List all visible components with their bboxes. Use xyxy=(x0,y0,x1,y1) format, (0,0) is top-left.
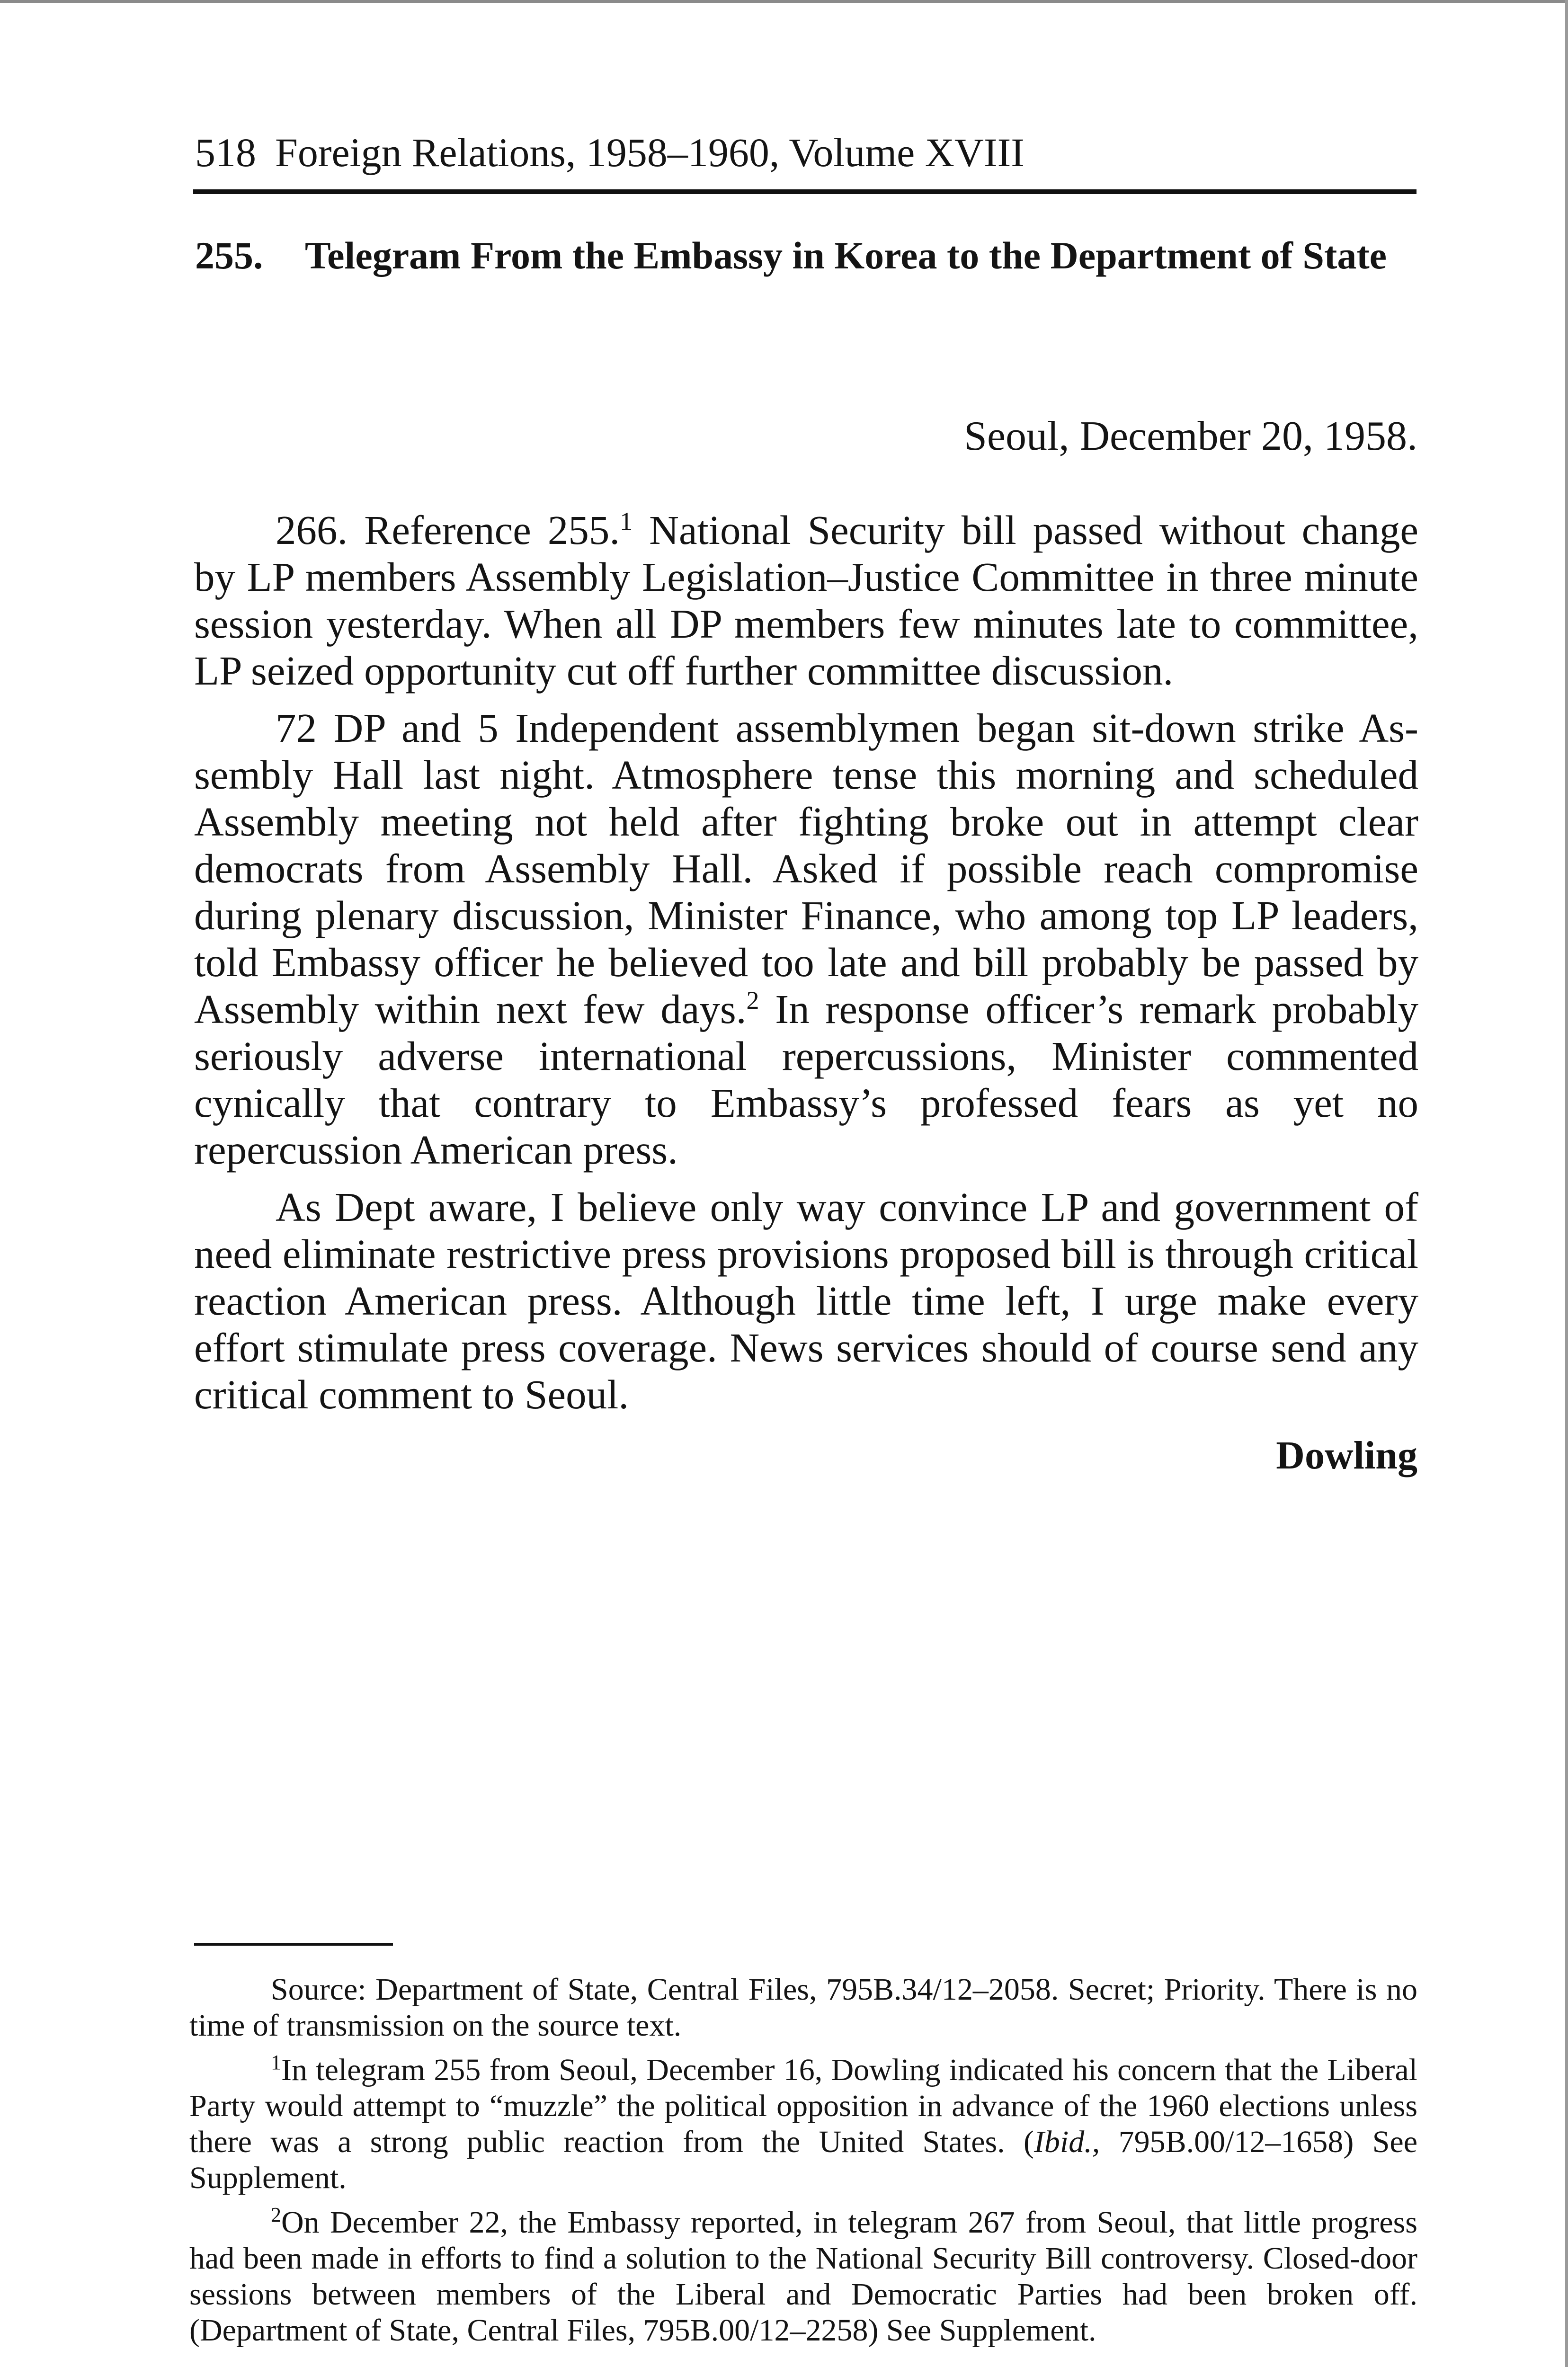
paragraph-3: As Dept aware, I believe only way convince LP and government of need eliminate restrictive press provisions proposed bill is through critical reaction American press. Although little time left, I urge make every effort stimulate press coverage. News services should of course send any critical comment to Seoul. xyxy=(194,1184,1418,1417)
scan-edge-right xyxy=(1565,0,1568,2367)
footnote-ref-2: 2 xyxy=(746,986,759,1014)
paragraph-1-rest: National Security bill passed without change by LP members Assembly Legislation–Justice Committee in three minute session yesterday. When all DP members few minutes late to committee, LP seized opportunity cut off further committee discussion. xyxy=(194,507,1418,694)
dateline: Seoul, December 20, 1958. xyxy=(964,413,1417,459)
paragraph-1 xyxy=(194,507,1418,694)
paragraph-1-lead: 266. Reference 255. xyxy=(276,507,620,553)
footnote-rule xyxy=(194,1943,393,1946)
footnote-1-text: In telegram 255 from Seoul, December 16, Dowling indicated his concern that the Liberal Party would attempt to “muzzle” the political opposition in advance of the 1960 elections unless there was a strong public reaction from the United States. ( xyxy=(189,2053,1417,2159)
document-heading xyxy=(195,232,1417,279)
signature: Dowling xyxy=(1276,1433,1417,1477)
header-rule xyxy=(193,189,1417,194)
footnotes xyxy=(189,1972,1417,2357)
footnote-ref-1: 1 xyxy=(620,507,633,535)
paragraph-2 xyxy=(194,704,1418,1173)
footnote-1-marker: 1 xyxy=(271,2051,281,2074)
footnote-2-text: On December 22, the Embassy reported, in telegram 267 from Seoul, that little progress had been made in efforts to find a solution to the National Security Bill controversy. Closed-door sessions between members of the Liberal and Democratic Parties had been broken off. (Department of State, Central Files, 795B.00/12–2258) See Supplement. xyxy=(189,2205,1417,2348)
scan-edge-top xyxy=(0,0,1568,3)
document-number: 255. xyxy=(195,234,263,277)
footnote-1-ibid: Ibid., xyxy=(1033,2125,1100,2159)
paragraph-2-lead: 72 DP and 5 Independent assemblymen began sit-down strike Assembly Hall last night. Atmosphere tense this morning and scheduled Assembly meeting not held after fighting broke out in attempt clear democrats from Assembly Hall. Asked if possible reach compromise during plenary discussion, Minister Finance, who among top LP leaders, told Embassy officer he believed too late and bill probably be passed by Assembly within next few days. xyxy=(194,705,1418,1032)
document-title: Telegram From the Embassy in Korea to the Department of State xyxy=(305,234,1387,277)
footnote-1-citation: 795B.00/12–1658) See Supplement. xyxy=(189,2125,1417,2195)
running-head xyxy=(195,129,1025,176)
volume-title: Foreign Relations, 1958–1960, Volume XVIII xyxy=(275,130,1025,175)
telegram-body xyxy=(194,507,1418,1428)
page-number: 518 xyxy=(195,130,256,175)
source-note: Source: Department of State, Central Files, 795B.34/12–2058. Secret; Priority. There is no time of transmission on the source text. xyxy=(189,1972,1417,2043)
footnote-1 xyxy=(189,2052,1417,2196)
paragraph-2-rest: In response officer’s remark probably seriously adverse international repercussions, Minister commented cynically that contrary to Embassy’s professed fears as yet no repercussion American press. xyxy=(194,986,1419,1173)
footnote-2 xyxy=(189,2205,1417,2349)
footnote-2-marker: 2 xyxy=(271,2203,281,2226)
